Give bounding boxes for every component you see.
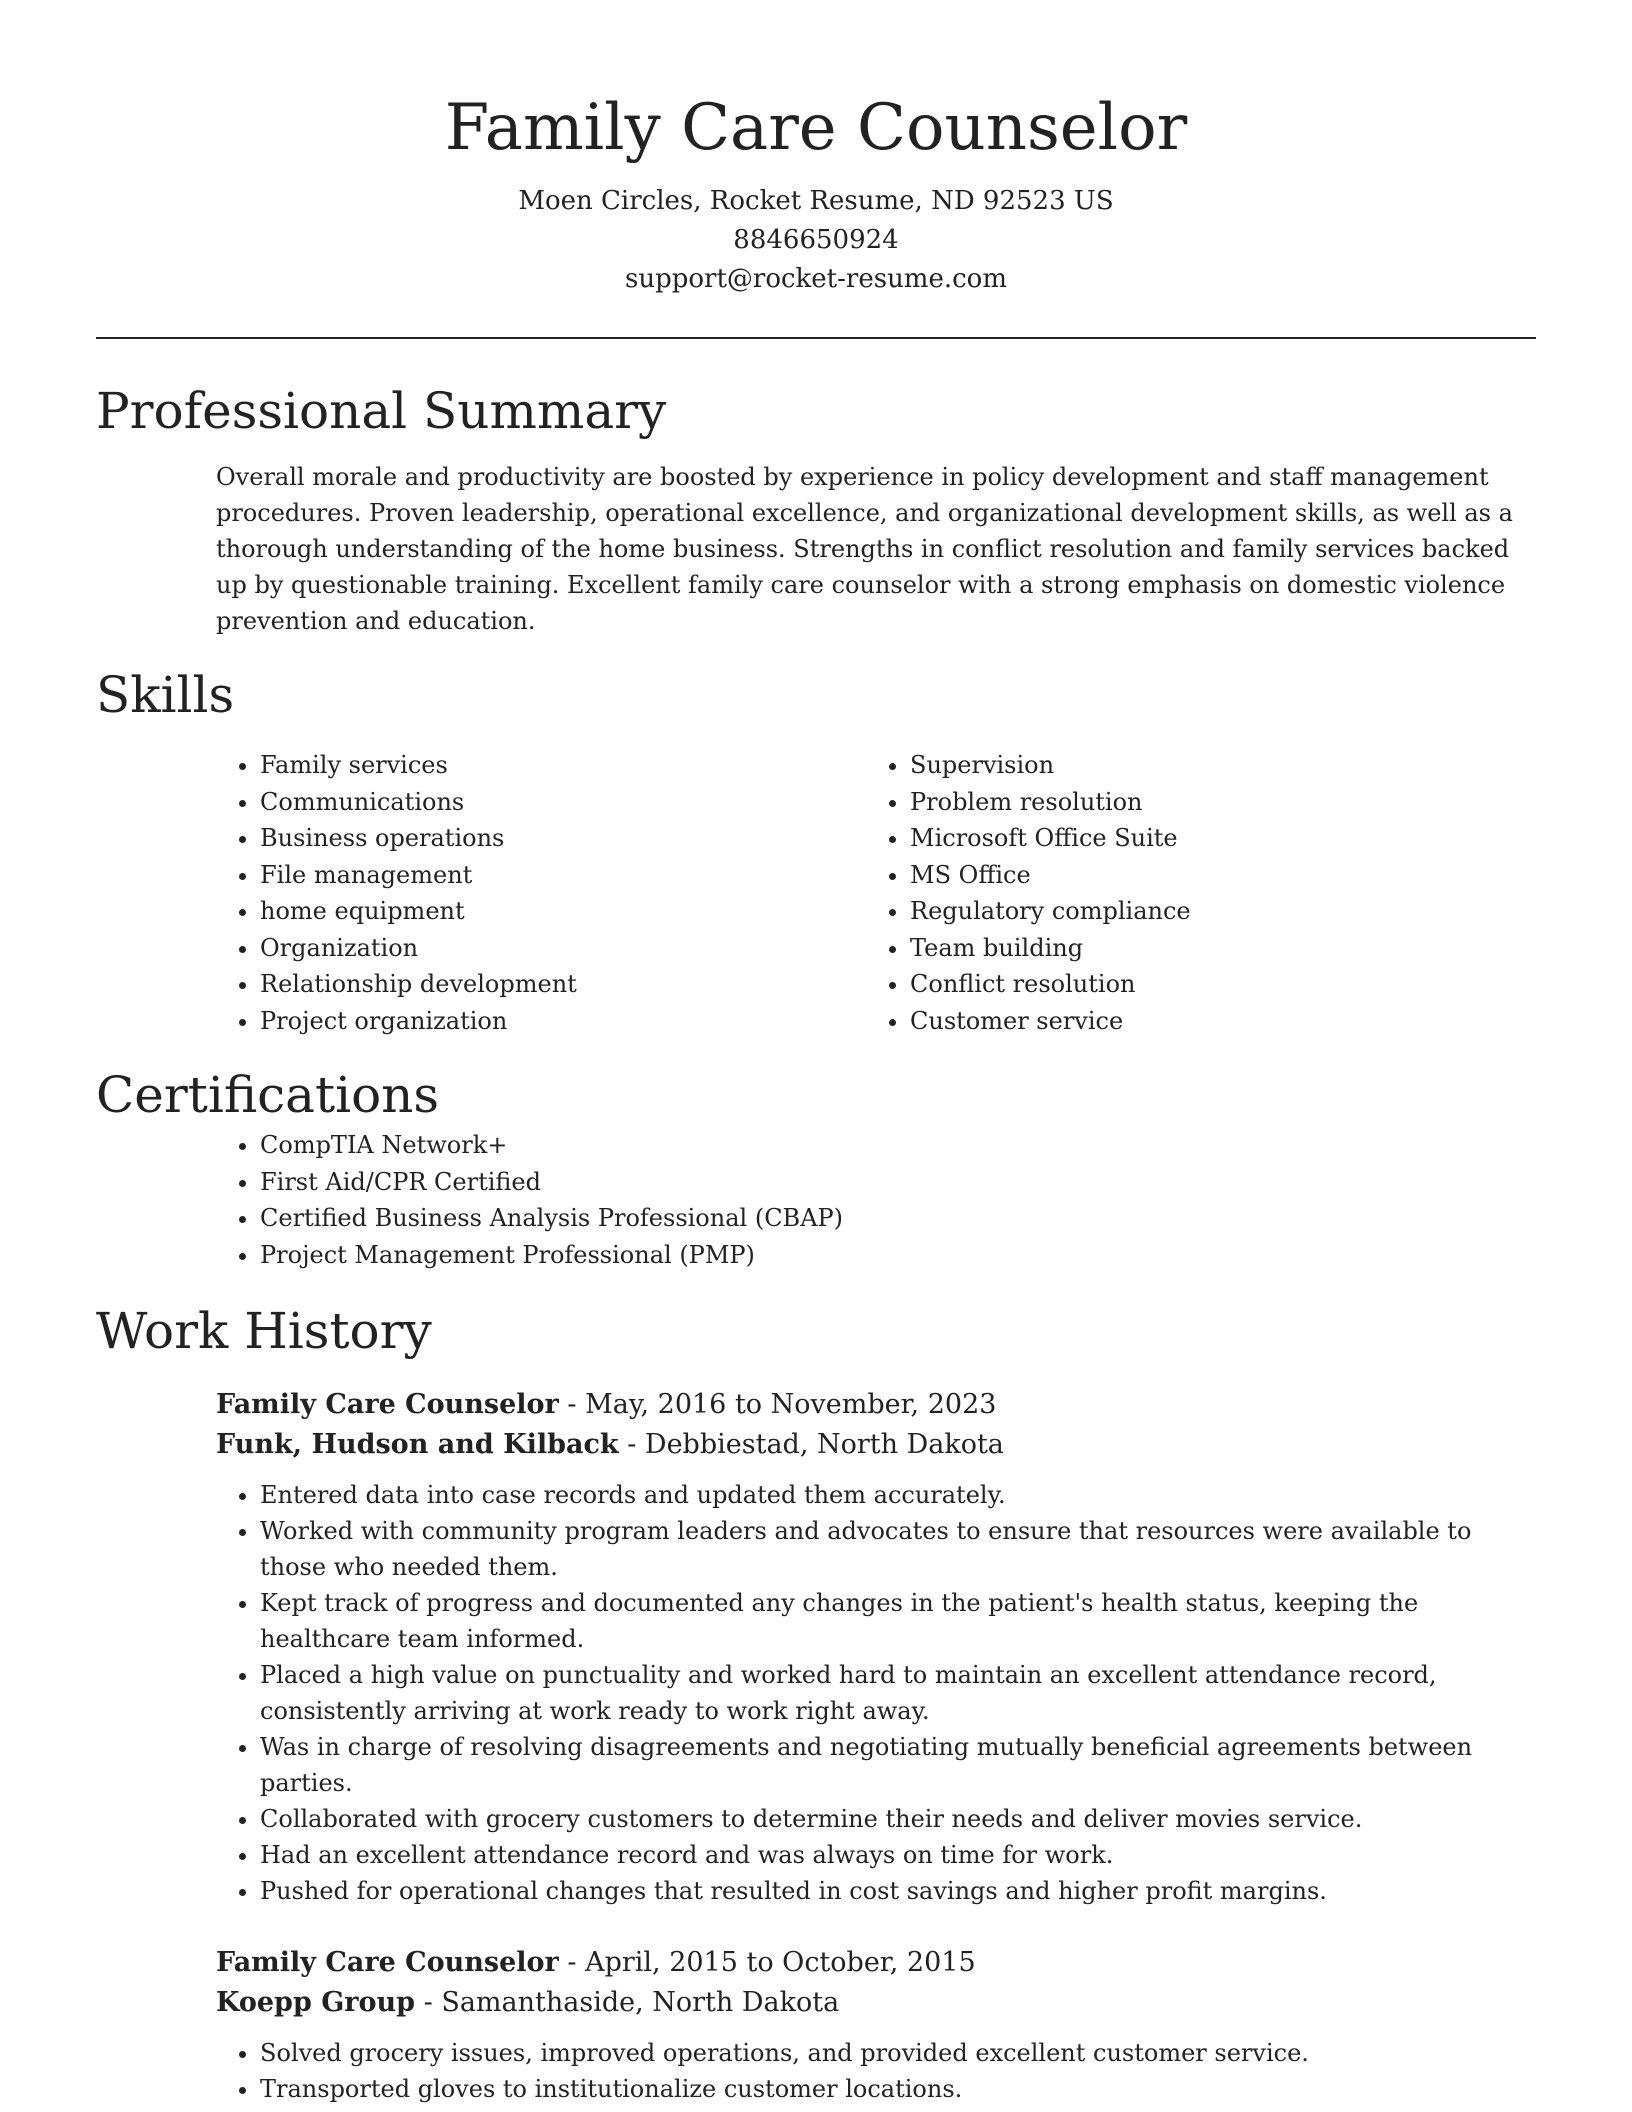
job-role: Family Care Counselor [216, 1389, 559, 1420]
job-duty: • Transported gloves to institutionalize customer locations. [260, 2071, 1536, 2107]
certification-item: • First Aid/CPR Certified [260, 1164, 1536, 1201]
summary-text: Overall morale and productivity are boosted by experience in policy development and staff management procedures. Proven leadership, operational excellence, and organizational development skills, as well as a thorough understanding of the home business. Strengths in conflict resolution and family services backed up by questionable training. Excellent family care counselor with a strong emphasis on domestic violence prevention and education. [216, 463, 1513, 635]
skills-column-left [96, 747, 746, 1039]
skill-item: • Team building [910, 930, 1191, 967]
skills-columns [96, 747, 1536, 1039]
job-entry [216, 1943, 1536, 2107]
job-entry [216, 1385, 1536, 1909]
contact-info [96, 182, 1536, 299]
skill-item: • Regulatory compliance [910, 893, 1191, 930]
job-duty: • Collaborated with grocery customers to determine their needs and deliver movies service. [260, 1801, 1536, 1837]
job-duties-list [216, 1477, 1536, 1909]
job-duty: • Kept track of progress and documented any changes in the patient's health status, keeping the healthcare team informed. [260, 1585, 1536, 1657]
skills-column-right [746, 747, 1191, 1039]
candidate-name: Family Care Counselor [444, 91, 1188, 165]
certifications-heading: Certifications [96, 1066, 440, 1124]
job-location: - Debbiestad, North Dakota [618, 1429, 1004, 1460]
resume-page [96, 0, 1536, 2107]
job-duty: • Solved grocery issues, improved operations, and provided excellent customer service. [260, 2035, 1536, 2071]
skill-item: • Business operations [260, 820, 746, 857]
skill-item: • Microsoft Office Suite [910, 820, 1191, 857]
skills-list-left [96, 747, 746, 1039]
skill-item: • Family services [260, 747, 746, 784]
job-company-line [216, 1983, 1536, 2023]
skill-item: • Communications [260, 784, 746, 821]
skill-item: • Relationship development [260, 966, 746, 1003]
header-divider [96, 337, 1536, 339]
skill-item: • Organization [260, 930, 746, 967]
job-duty: • Pushed for operational changes that resulted in cost savings and higher profit margins. [260, 1873, 1536, 1909]
summary-heading: Professional Summary [96, 382, 667, 440]
job-role: Family Care Counselor [216, 1947, 559, 1978]
certification-item: • Certified Business Analysis Professional (CBAP) [260, 1200, 1536, 1237]
skill-item: • Project organization [260, 1003, 746, 1040]
job-duty: • Worked with community program leaders and advocates to ensure that resources were available to those who needed them. [260, 1513, 1536, 1585]
certification-item: • Project Management Professional (PMP) [260, 1237, 1536, 1274]
skill-item: • Supervision [910, 747, 1191, 784]
job-company: Funk, Hudson and Kilback [216, 1429, 619, 1460]
skills-list-right [746, 747, 1191, 1039]
job-company-line [216, 1425, 1536, 1465]
job-title-line [216, 1385, 1536, 1425]
certification-item: • CompTIA Network+ [260, 1127, 1536, 1164]
certifications-list [96, 1127, 1536, 1273]
skills-heading: Skills [96, 666, 235, 724]
contact-email: support@rocket-resume.com [624, 264, 1007, 294]
job-duty: • Entered data into case records and updated them accurately. [260, 1477, 1536, 1513]
job-duties-list [216, 2035, 1536, 2107]
job-duty: • Had an excellent attendance record and was always on time for work. [260, 1837, 1536, 1873]
skill-item: • Conflict resolution [910, 966, 1191, 1003]
skill-item: • Problem resolution [910, 784, 1191, 821]
job-dates: - May, 2016 to November, 2023 [558, 1389, 997, 1420]
contact-phone: 8846650924 [733, 225, 899, 255]
work-history-heading: Work History [96, 1302, 432, 1360]
skill-item: • home equipment [260, 893, 746, 930]
job-location: - Samanthaside, North Dakota [415, 1987, 840, 2018]
job-duty: • Placed a high value on punctuality and worked hard to maintain an excellent attendance record, consistently arriving at work ready to work right away. [260, 1657, 1536, 1729]
skill-item: • Customer service [910, 1003, 1191, 1040]
skill-item: • File management [260, 857, 746, 894]
skill-item: • MS Office [910, 857, 1191, 894]
job-dates: - April, 2015 to October, 2015 [558, 1947, 976, 1978]
job-title-line [216, 1943, 1536, 1983]
job-duty: • Was in charge of resolving disagreements and negotiating mutually beneficial agreements between parties. [260, 1729, 1536, 1801]
resume-header [96, 0, 1536, 299]
job-company: Koepp Group [216, 1987, 416, 2018]
contact-address: Moen Circles, Rocket Resume, ND 92523 US [518, 186, 1114, 216]
